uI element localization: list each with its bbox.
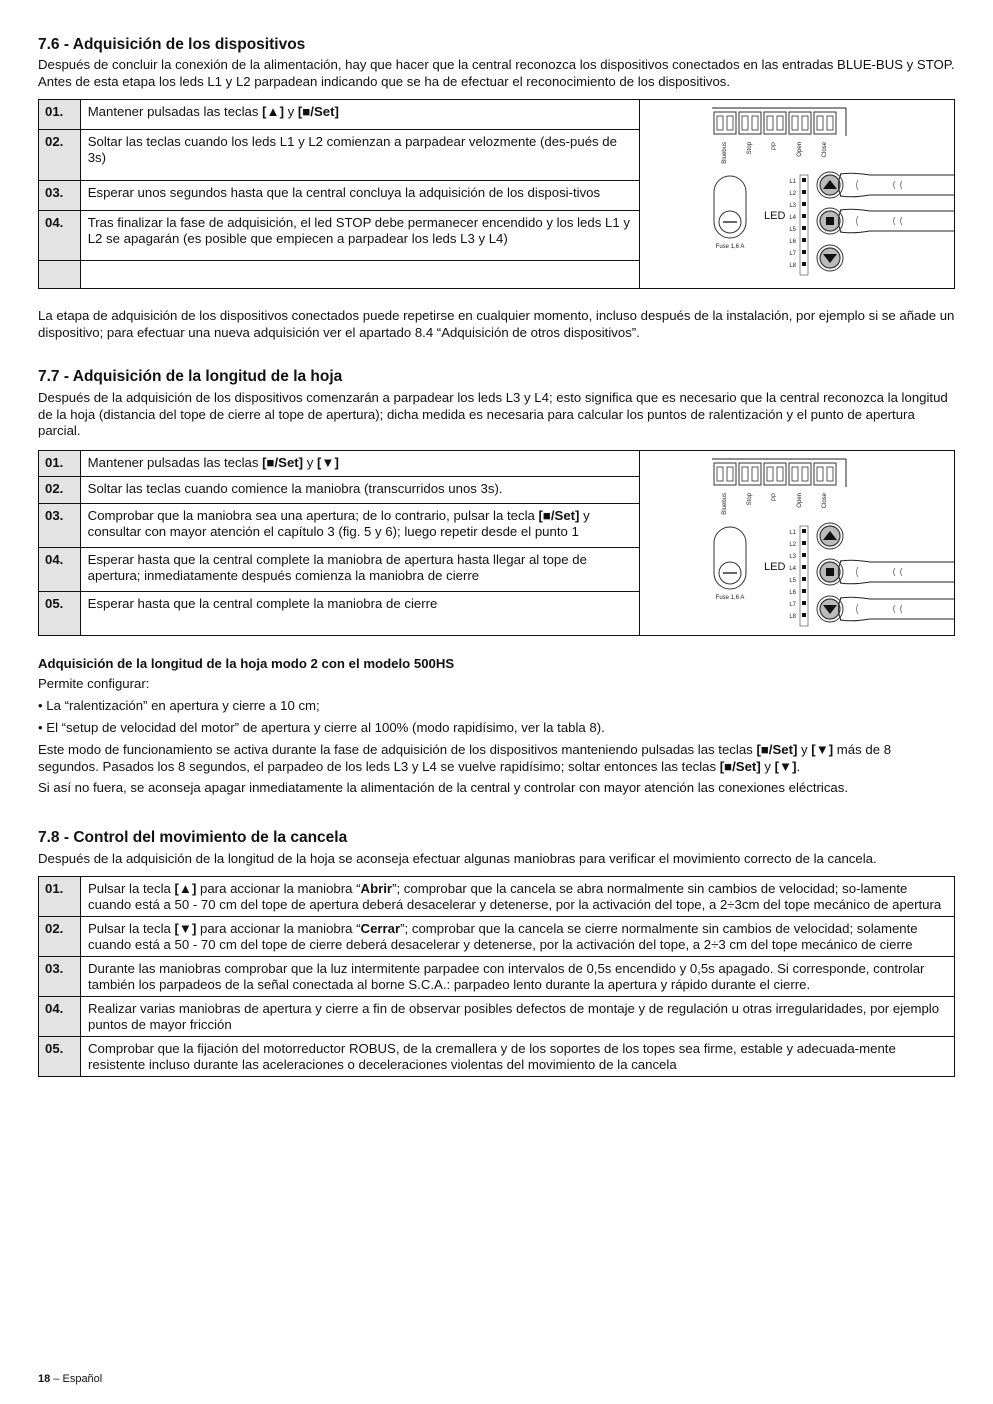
step-number-empty <box>39 261 81 289</box>
step-number: 02. <box>39 477 81 503</box>
mode2-lead: Permite configurar: <box>38 676 150 691</box>
fuse-label: Fuse 1,6 A <box>715 244 745 250</box>
led-label-8: L8 <box>789 263 796 269</box>
led-8 <box>802 262 806 266</box>
figure-cell <box>640 451 955 636</box>
terminal-label: Stop <box>747 142 753 155</box>
footer-language: Español <box>62 1373 103 1385</box>
step-number: 05. <box>39 1037 81 1077</box>
led-1 <box>802 529 806 533</box>
terminal-label: Open <box>797 142 803 157</box>
terminal-label: Open <box>797 493 803 508</box>
led-6 <box>802 238 806 242</box>
led-4 <box>802 565 806 569</box>
led-1 <box>802 178 806 182</box>
control-board-figure-2 <box>640 451 954 631</box>
finger-outline <box>840 560 954 584</box>
step-text: Comprobar que la fijación del motorreductor ROBUS, de la cremallera y de los soportes de los topes sea firme, estable y adecuada-mente resistente incluso durante las aceleraciones o deceleraciones violentas del movimiento de la cancela <box>81 1037 955 1077</box>
mode2-paragraph-2: Si así no fuera, se aconseja apagar inmediatamente la alimentación de la central y controlar con mayor atención las conexiones eléctricas. <box>38 780 849 795</box>
led-label-5: L5 <box>789 227 796 233</box>
terminal-label: PP <box>772 142 778 151</box>
step-number: 02. <box>39 917 81 957</box>
led-3 <box>802 202 806 206</box>
led-label-2: L2 <box>789 191 796 197</box>
terminal-label: Bluebus <box>722 493 728 515</box>
led-label-8: L8 <box>789 614 796 620</box>
led-3 <box>802 553 806 557</box>
finger-joint <box>894 181 903 189</box>
step-text: Tras finalizar la fase de adquisición, el led STOP debe permanecer encendido y los leds L1 y L2 se apagarán (es posible que empiecen a parpadear los leds L3 y L4) <box>80 210 639 260</box>
step-text: Pulsar la tecla [▲] para accionar la maniobra “Abrir”; comprobar que la cancela se abra normalmente sin cambios de velocidad; so-lamente cuando está a 50 - 70 cm del tope de apertura deberá desacelerar y detenerse, por la activación del tope, a 2÷3cm del tope mecánico de apertura <box>81 877 955 917</box>
section-7-6-after: La etapa de adquisición de los dispositivos conectados puede repetirse en cualquier momento, incluso después de la instalación, por ejemplo si se añade un dispositivo; para efectuar una nueva adquisición ver el apartado 8.4 “Adquisición de otros dispositivos”. <box>38 308 955 340</box>
step-text: Esperar hasta que la central complete la maniobra de cierre <box>80 592 639 636</box>
led-7 <box>802 250 806 254</box>
step-number: 03. <box>39 957 81 997</box>
table-row <box>39 917 955 957</box>
led-2 <box>802 541 806 545</box>
steps-table-7-6 <box>38 99 955 289</box>
led-2 <box>802 190 806 194</box>
led-label-3: L3 <box>789 203 796 209</box>
mode2-paragraph-1: Este modo de funcionamiento se activa durante la fase de adquisición de los dispositivos manteniendo pulsadas las teclas [■/Set] y [▼] más de 8 segundos. Pasados los 8 segundos, el parpadeo de los leds L3 y L4 se vuelve rapidísimo; soltar entonces las teclas [■/Set] y [▼]. <box>38 742 892 774</box>
finger-joint <box>894 217 903 225</box>
led-label-1: L1 <box>789 179 796 185</box>
finger-nail <box>857 604 859 614</box>
finger-outline <box>840 597 954 621</box>
step-text: Mantener pulsadas las teclas [▲] y [■/Set] <box>80 100 639 130</box>
led-label-7: L7 <box>789 602 796 608</box>
finger-nail <box>857 567 859 577</box>
step-text: Soltar las teclas cuando los leds L1 y L2 comienzan a parpadear velozmente (des-pués de 3s) <box>80 130 639 180</box>
step-number: 01. <box>39 877 81 917</box>
led-label-7: L7 <box>789 251 796 257</box>
table-row <box>39 100 955 130</box>
section-7-8-title: 7.8 - Control del movimiento de la cancela <box>38 829 348 846</box>
section-7-6-intro: Después de concluir la conexión de la alimentación, hay que hacer que la central reconozca los dispositivos conectados en las entradas BLUE-BUS y STOP. Antes de esta etapa los leds L1 y L2 parpadean indicando que se ha de efectuar el reconocimiento de los dispositivos. <box>38 57 955 89</box>
led-label-6: L6 <box>789 239 796 245</box>
step-number: 04. <box>39 997 81 1037</box>
finger-joint <box>894 568 903 576</box>
step-text: Pulsar la tecla [▼] para accionar la maniobra “Cerrar”; comprobar que la cancela se cierre normalmente sin cambios de velocidad; solamente cuando está a 50 - 70 cm del tope de cierre deberá desacelerar y detenerse, por la activación del tope, a 2÷3 cm del tope mecánico de cierre <box>81 917 955 957</box>
led-4 <box>802 214 806 218</box>
step-text: Esperar hasta que la central complete la maniobra de apertura hasta llegar al tope de apertura; inmediatamente después comienza la maniobra de cierre <box>80 547 639 591</box>
terminal-label: PP <box>772 493 778 502</box>
fuse-label: Fuse 1,6 A <box>715 595 745 601</box>
terminal-label: Bluebus <box>722 142 728 164</box>
led-5 <box>802 226 806 230</box>
led-6 <box>802 589 806 593</box>
step-text: Soltar las teclas cuando comience la maniobra (transcurridos unos 3s). <box>80 477 639 503</box>
table-row <box>39 997 955 1037</box>
led-caption: LED <box>764 210 786 222</box>
terminal-label: Close <box>822 493 828 509</box>
page-footer: 18 – Español <box>38 1373 103 1385</box>
set-square-icon <box>826 217 834 225</box>
step-number: 05. <box>39 592 81 636</box>
steps-table-7-7 <box>38 450 955 636</box>
table-row <box>39 957 955 997</box>
terminal-label: Stop <box>747 493 753 506</box>
step-text: Esperar unos segundos hasta que la central concluya la adquisición de los disposi-tivos <box>80 180 639 210</box>
finger-nail <box>857 216 859 226</box>
led-8 <box>802 613 806 617</box>
mode2-title: Adquisición de la longitud de la hoja modo 2 con el modelo 500HS <box>38 656 455 671</box>
led-7 <box>802 601 806 605</box>
finger-outline <box>840 209 954 233</box>
led-5 <box>802 577 806 581</box>
led-label-5: L5 <box>789 578 796 584</box>
finger-nail <box>857 180 859 190</box>
led-label-4: L4 <box>789 566 796 572</box>
step-text-empty <box>80 261 639 289</box>
step-text: Comprobar que la maniobra sea una apertura; de lo contrario, pulsar la tecla [■/Set] y consultar con mayor atención el capítulo 3 (fig. 5 y 6); luego repetir desde el punto 1 <box>80 503 639 547</box>
step-text: Realizar varias maniobras de apertura y cierre a fin de observar posibles defectos de montaje y de regulación u otras irregularidades, por ejemplo puntos de mayor fricción <box>81 997 955 1037</box>
table-row <box>39 451 955 477</box>
step-number: 04. <box>39 547 81 591</box>
finger-joint <box>894 605 903 613</box>
step-number: 02. <box>39 130 81 180</box>
led-label-2: L2 <box>789 542 796 548</box>
led-label-6: L6 <box>789 590 796 596</box>
set-square-icon <box>826 568 834 576</box>
table-row <box>39 1037 955 1077</box>
page-number: 18 <box>38 1373 51 1385</box>
finger-outline <box>840 173 954 197</box>
steps-table-7-8 <box>38 876 955 1077</box>
section-7-6-title: 7.6 - Adquisición de los dispositivos <box>38 36 306 53</box>
figure-cell <box>640 100 955 289</box>
led-label-3: L3 <box>789 554 796 560</box>
terminal-label: Close <box>822 142 828 158</box>
mode2-bullet-1: • La “ralentización” en apertura y cierre a 10 cm; <box>38 698 320 713</box>
table-row <box>39 877 955 917</box>
step-number: 04. <box>39 210 81 260</box>
section-7-8-intro: Después de la adquisición de la longitud de la hoja se aconseja efectuar algunas maniobras para verificar el movimiento correcto de la cancela. <box>38 851 877 866</box>
section-7-7-title: 7.7 - Adquisición de la longitud de la hoja <box>38 368 343 385</box>
step-number: 01. <box>39 100 81 130</box>
control-board-figure-1 <box>640 100 954 284</box>
led-caption: LED <box>764 561 786 573</box>
step-text: Durante las maniobras comprobar que la luz intermitente parpadee con intervalos de 0,5s encendido y 0,5s apagado. Si corresponde, controlar también los parpadeos de la señal conectada al borne S.C.A.: parpadeo lento durante la apertura y rápido durante el cierre. <box>81 957 955 997</box>
led-label-1: L1 <box>789 530 796 536</box>
mode2-bullet-2: • El “setup de velocidad del motor” de apertura y cierre al 100% (modo rapidísimo, ver la tabla 8). <box>38 720 605 735</box>
section-7-7-intro: Después de la adquisición de los dispositivos comenzarán a parpadear los leds L3 y L4; esto significa que es necesario que la central reconozca la longitud de la hoja (distancia del tope de cierre al tope de apertura); dicha medida es necesaria para calcular los puntos de ralentización y el punto de apertura parcial. <box>38 390 948 438</box>
step-number: 03. <box>39 180 81 210</box>
step-number: 03. <box>39 503 81 547</box>
led-label-4: L4 <box>789 215 796 221</box>
step-number: 01. <box>39 451 81 477</box>
step-text: Mantener pulsadas las teclas [■/Set] y [▼] <box>80 451 639 477</box>
